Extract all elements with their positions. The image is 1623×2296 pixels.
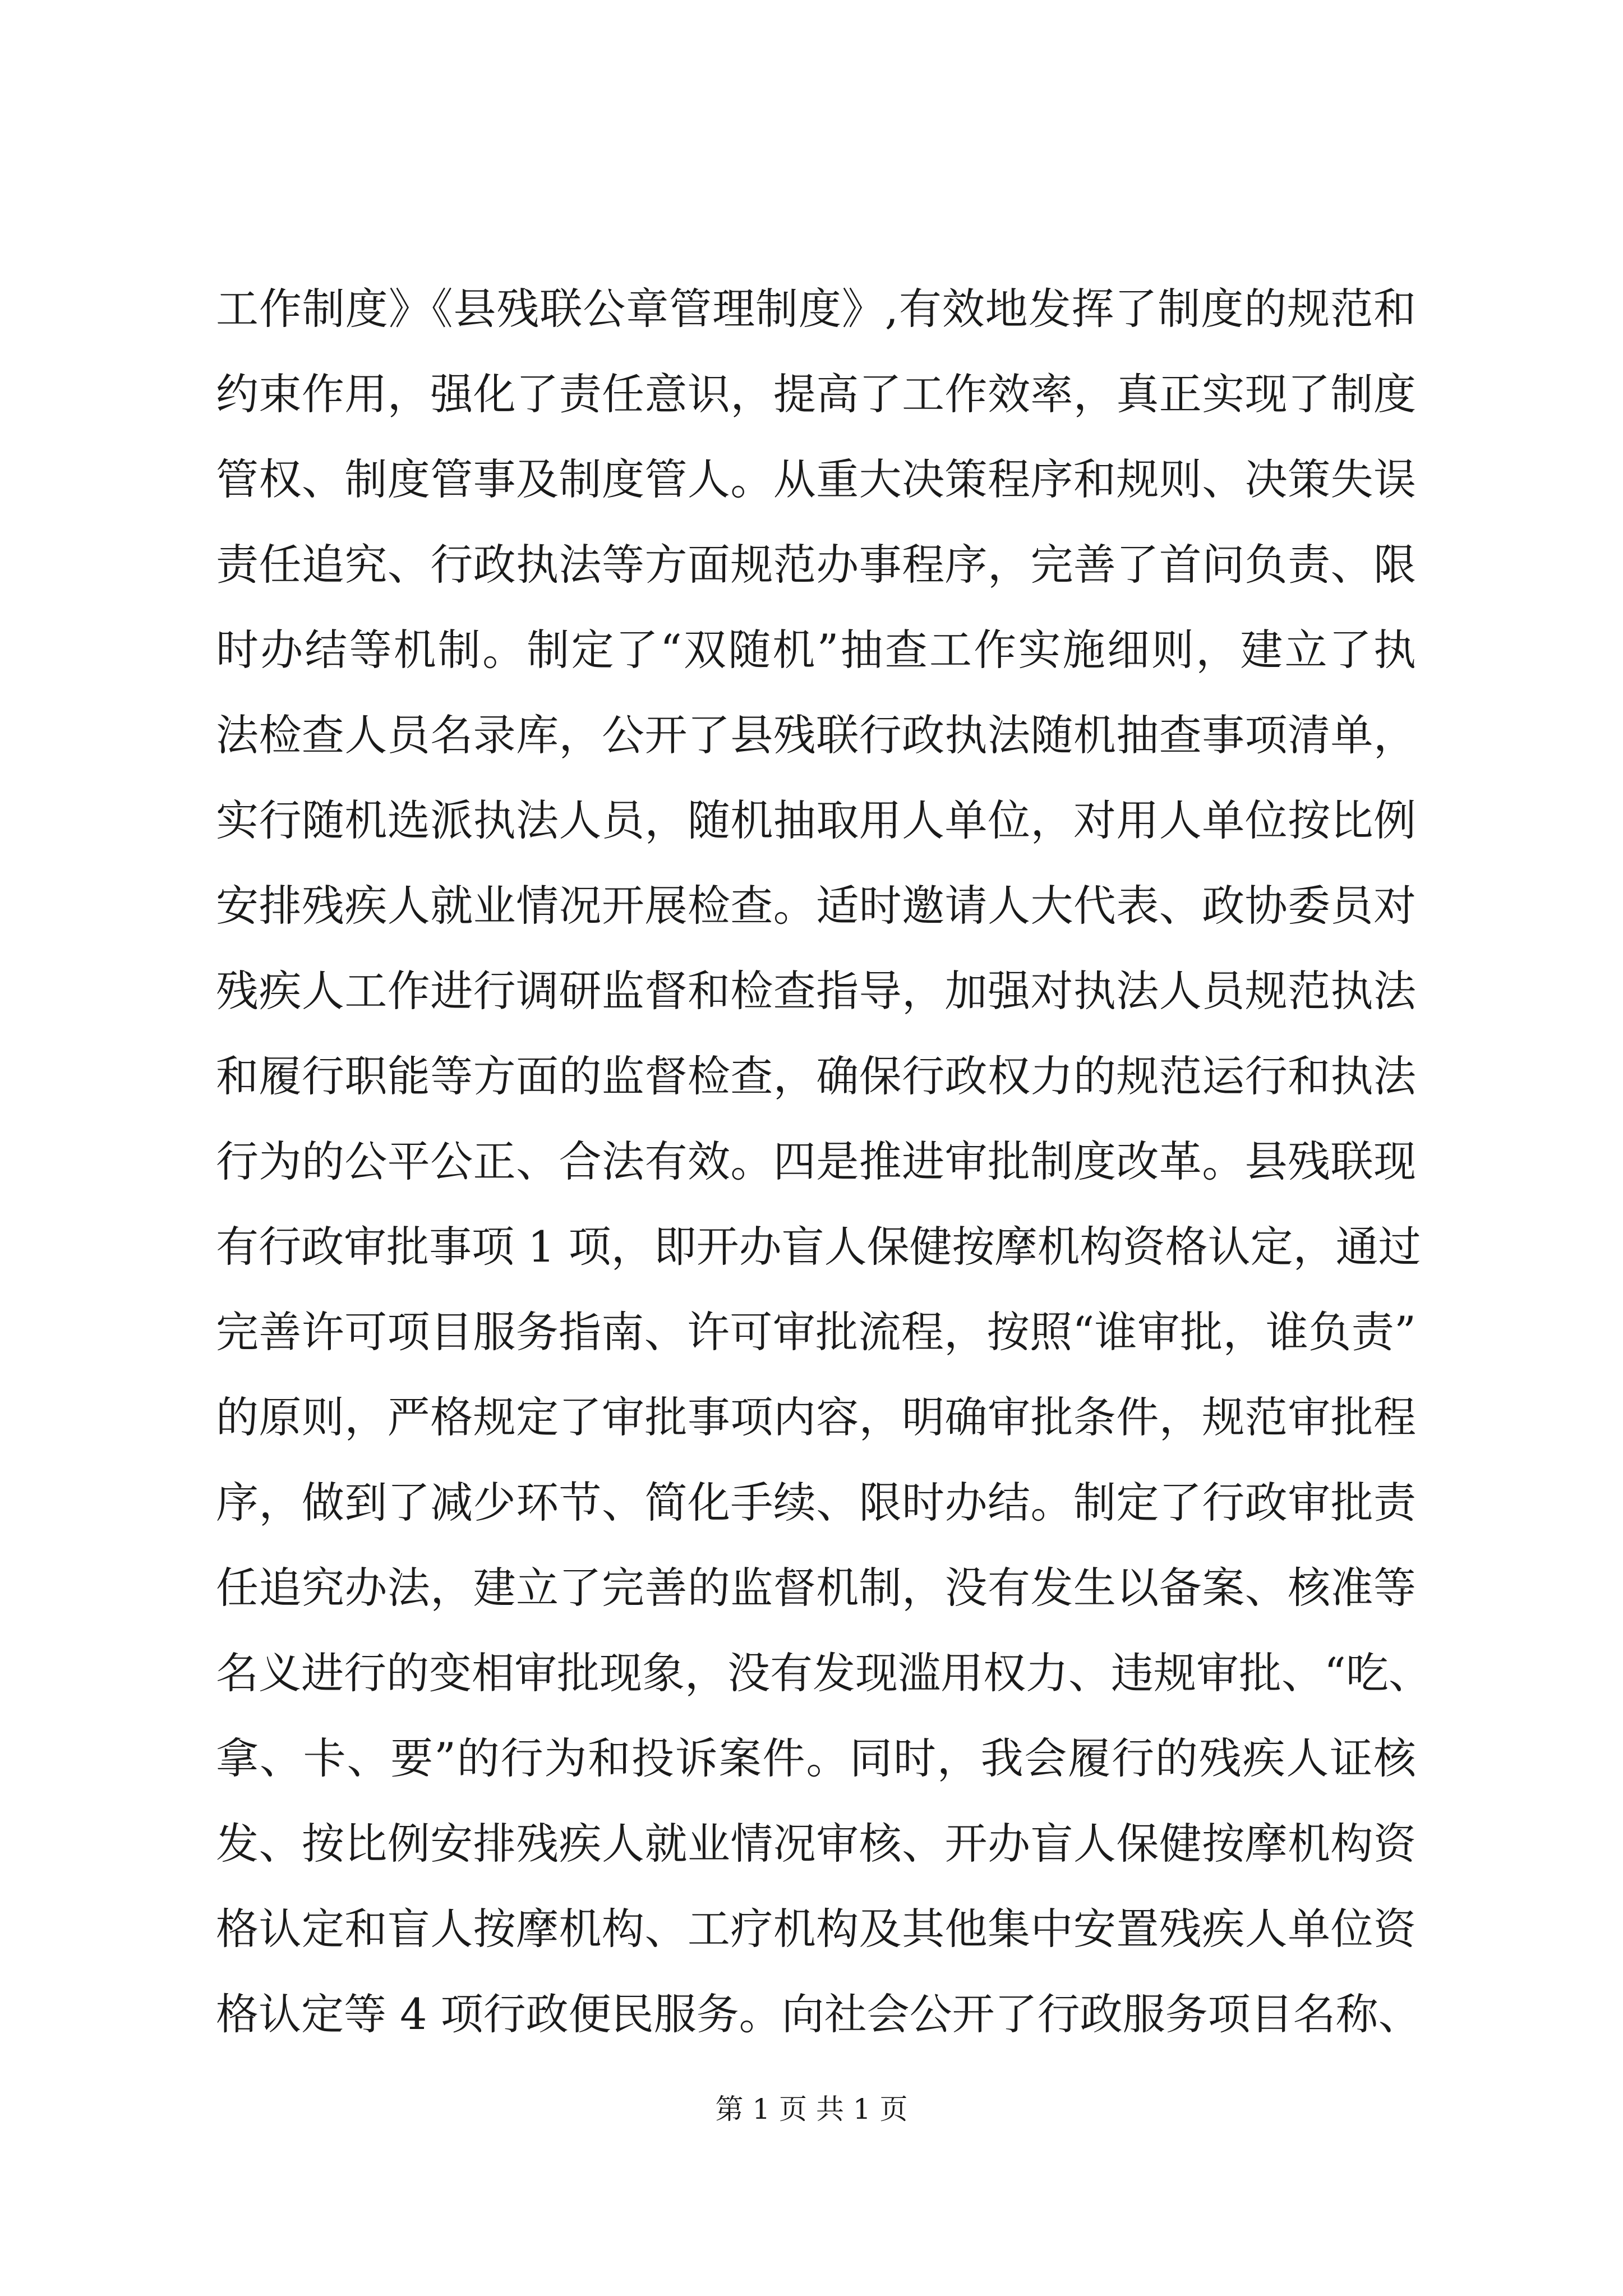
text-line: 行为的公平公正、合法有效。四是推进审批制度改革。县残联现 [216, 1137, 1416, 1186]
text-line: 格认定等 4 项行政便民服务。向社会公开了行政服务项目名称、 [216, 1989, 1421, 2039]
text-line: 序，做到了减少环节、简化手续、限时办结。制定了行政审批责 [216, 1478, 1416, 1527]
text-line: 约束作用，强化了责任意识，提高了工作效率，真正实现了制度 [216, 369, 1416, 419]
text-line: 的原则，严格规定了审批事项内容，明确审批条件，规范审批程 [216, 1392, 1416, 1442]
text-line: 工作制度》《县残联公章管理制度》,有效地发挥了制度的规范和 [216, 284, 1416, 334]
text-line: 法检查人员名录库，公开了县残联行政执法随机抽查事项清单， [216, 710, 1416, 760]
text-line: 管权、制度管事及制度管人。从重大决策程序和规则、决策失误 [216, 454, 1416, 504]
text-line: 和履行职能等方面的监督检查，确保行政权力的规范运行和执法 [216, 1051, 1416, 1101]
text-line: 时办结等机制。制定了“双随机”抽查工作实施细则，建立了执 [216, 625, 1416, 675]
page-number: 第 1 页 共 1 页 [715, 2093, 908, 2125]
page-footer [0, 2087, 1623, 2132]
body-text [216, 266, 1431, 2057]
text-line: 有行政审批事项 1 项，即开办盲人保健按摩机构资格认定，通过 [216, 1222, 1421, 1272]
text-line: 格认定和盲人按摩机构、工疗机构及其他集中安置残疾人单位资 [216, 1904, 1416, 1954]
text-line: 任追究办法，建立了完善的监督机制，没有发生以备案、核准等 [216, 1563, 1416, 1613]
text-line: 拿、卡、要”的行为和投诉案件。同时，我会履行的残疾人证核 [216, 1733, 1416, 1783]
text-line: 实行随机选派执法人员，随机抽取用人单位，对用人单位按比例 [216, 795, 1416, 845]
text-line: 残疾人工作进行调研监督和检查指导，加强对执法人员规范执法 [216, 966, 1416, 1016]
text-line: 责任追究、行政执法等方面规范办事程序，完善了首问负责、限 [216, 540, 1416, 590]
text-line: 发、按比例安排残疾人就业情况审核、开办盲人保健按摩机构资 [216, 1819, 1416, 1869]
text-line: 名义进行的变相审批现象，没有发现滥用权力、违规审批、“吃、 [216, 1648, 1431, 1698]
text-line: 完善许可项目服务指南、许可审批流程，按照“谁审批，谁负责” [216, 1307, 1416, 1357]
text-line: 安排残疾人就业情况开展检查。适时邀请人大代表、政协委员对 [216, 881, 1416, 931]
